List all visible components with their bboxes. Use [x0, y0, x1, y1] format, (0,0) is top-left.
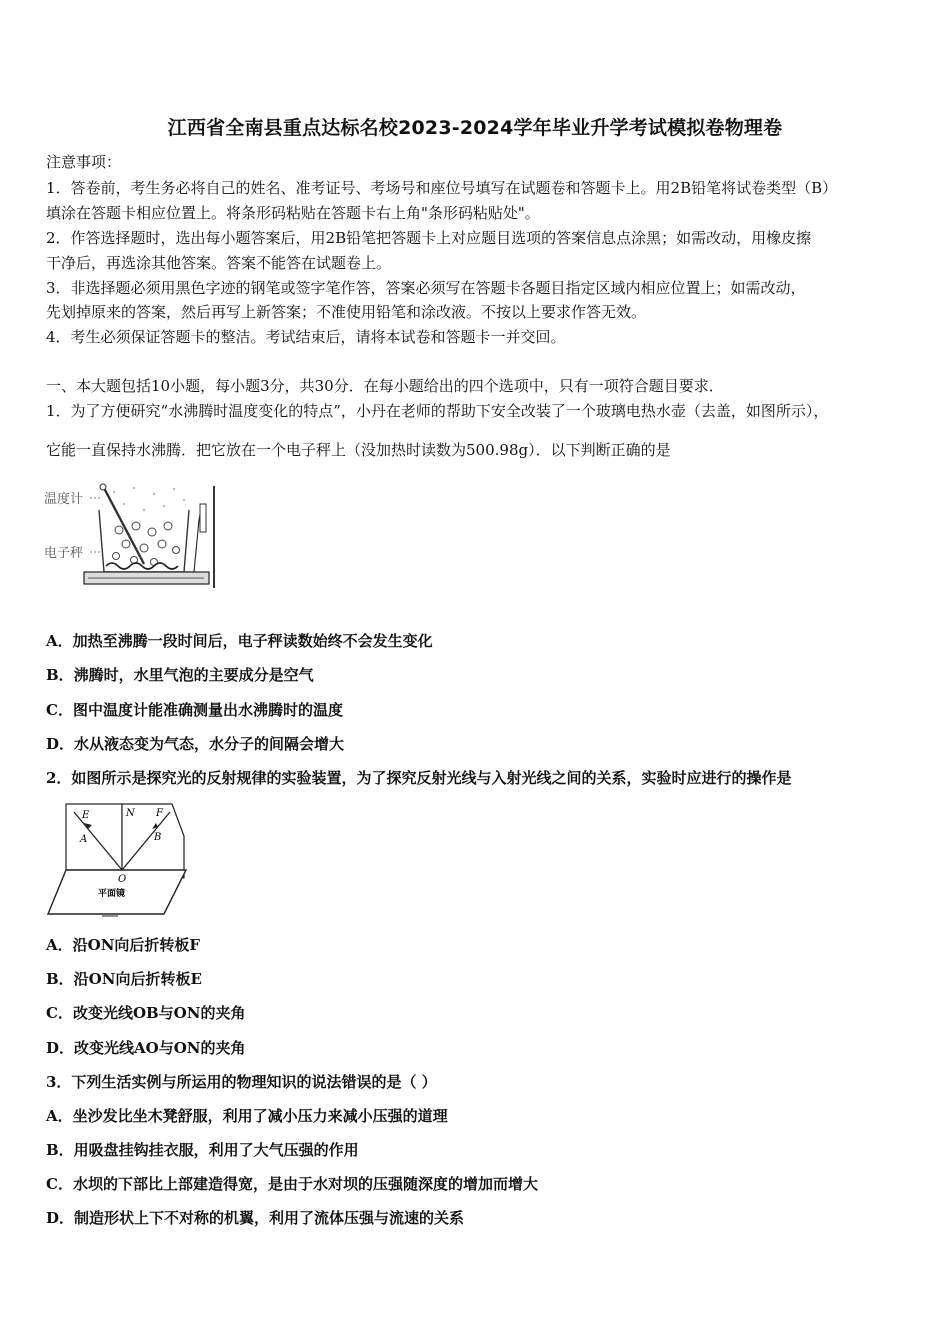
page-title: 江西省全南县重点达标名校2023-2024学年毕业升学考试模拟卷物理卷 — [167, 117, 783, 139]
option-c: C．图中温度计能准确测量出水沸腾时的温度 — [46, 701, 343, 719]
notice-line: 干净后，再选涂其他答案。答案不能答在试题卷上。 — [46, 254, 392, 272]
notice-line: 先划掉原来的答案，然后再写上新答案；不准使用铅笔和涂改液。不按以上要求作答无效。 — [46, 303, 647, 321]
option-a: A．加热至沸腾一段时间后，电子秤读数始终不会发生变化 — [46, 632, 433, 650]
option-b: B．沿ON向后折转板E — [46, 970, 202, 988]
option-d: D．改变光线AO与ON的夹角 — [46, 1039, 246, 1057]
scale-label: 电子秤 — [44, 546, 84, 561]
notice-line: 填涂在答题卡相应位置上。将条形码粘贴在答题卡右上角"条形码粘贴处"。 — [46, 204, 540, 222]
question-stem: 2．如图所示是探究光的反射规律的实验装置，为了探究反射光线与入射光线之间的关系，实验时应进行的操作是 — [46, 769, 792, 787]
option-b: B．用吸盘挂钩挂衣服，利用了大气压强的作用 — [46, 1141, 359, 1159]
kettle-figure — [44, 480, 224, 592]
option-d: D．水从液态变为气态，水分子的间隔会增大 — [46, 735, 345, 753]
label-mirror: 平面镜 — [98, 889, 126, 899]
section-heading: 一、本大题包括10小题，每小题3分，共30分．在每小题给出的四个选项中，只有一项符合题目要求． — [46, 377, 724, 395]
option-b: B．沸腾时，水里气泡的主要成分是空气 — [46, 666, 314, 684]
label-b: B — [154, 832, 162, 843]
question-stem: 1．为了方便研究“水沸腾时温度变化的特点”，小丹在老师的帮助下安全改装了一个玻璃电热水壶（去盖，如图所示）， — [46, 402, 829, 420]
notice-line: 3．非选择题必须用黑色字迹的钢笔或签字笔作答，答案必须写在答题卡各题目指定区域内相应位置上；如需改动， — [46, 279, 806, 297]
option-d: D．制造形状上下不对称的机翼，利用了流体压强与流速的关系 — [46, 1209, 465, 1227]
label-f: F — [156, 808, 163, 819]
thermometer-label: 温度计 — [44, 492, 84, 507]
question-stem: 它能一直保持水沸腾．把它放在一个电子秤上（没加热时读数为500.98g）．以下判断正确的是 — [46, 441, 671, 459]
label-n: N — [126, 808, 135, 819]
notice-line: 1．答卷前，考生务必将自己的姓名、准考证号、考场号和座位号填写在试题卷和答题卡上。用2B铅笔将试卷类型（B） — [46, 179, 838, 197]
notice-line: 2．作答选择题时，选出每小题答案后，用2B铅笔把答题卡上对应题目选项的答案信息点涂黑；如需改动，用橡皮擦 — [46, 229, 812, 247]
option-c: C．改变光线OB与ON的夹角 — [46, 1004, 246, 1022]
label-e: E — [82, 810, 90, 821]
label-o: O — [118, 874, 127, 885]
option-a: A．沿ON向后折转板F — [46, 936, 201, 954]
notice-heading: 注意事项： — [46, 153, 122, 171]
notice-line: 4．考生必须保证答题卡的整洁。考试结束后，请将本试卷和答题卡一并交回。 — [46, 328, 566, 346]
reflection-figure — [46, 802, 196, 920]
label-a: A — [80, 834, 88, 845]
option-a: A．坐沙发比坐木凳舒服，利用了减小压力来减小压强的道理 — [46, 1107, 448, 1125]
option-c: C．水坝的下部比上部建造得宽，是由于水对坝的压强随深度的增加而增大 — [46, 1175, 538, 1193]
question-stem: 3．下列生活实例与所运用的物理知识的说法错误的是（ ） — [46, 1073, 437, 1091]
